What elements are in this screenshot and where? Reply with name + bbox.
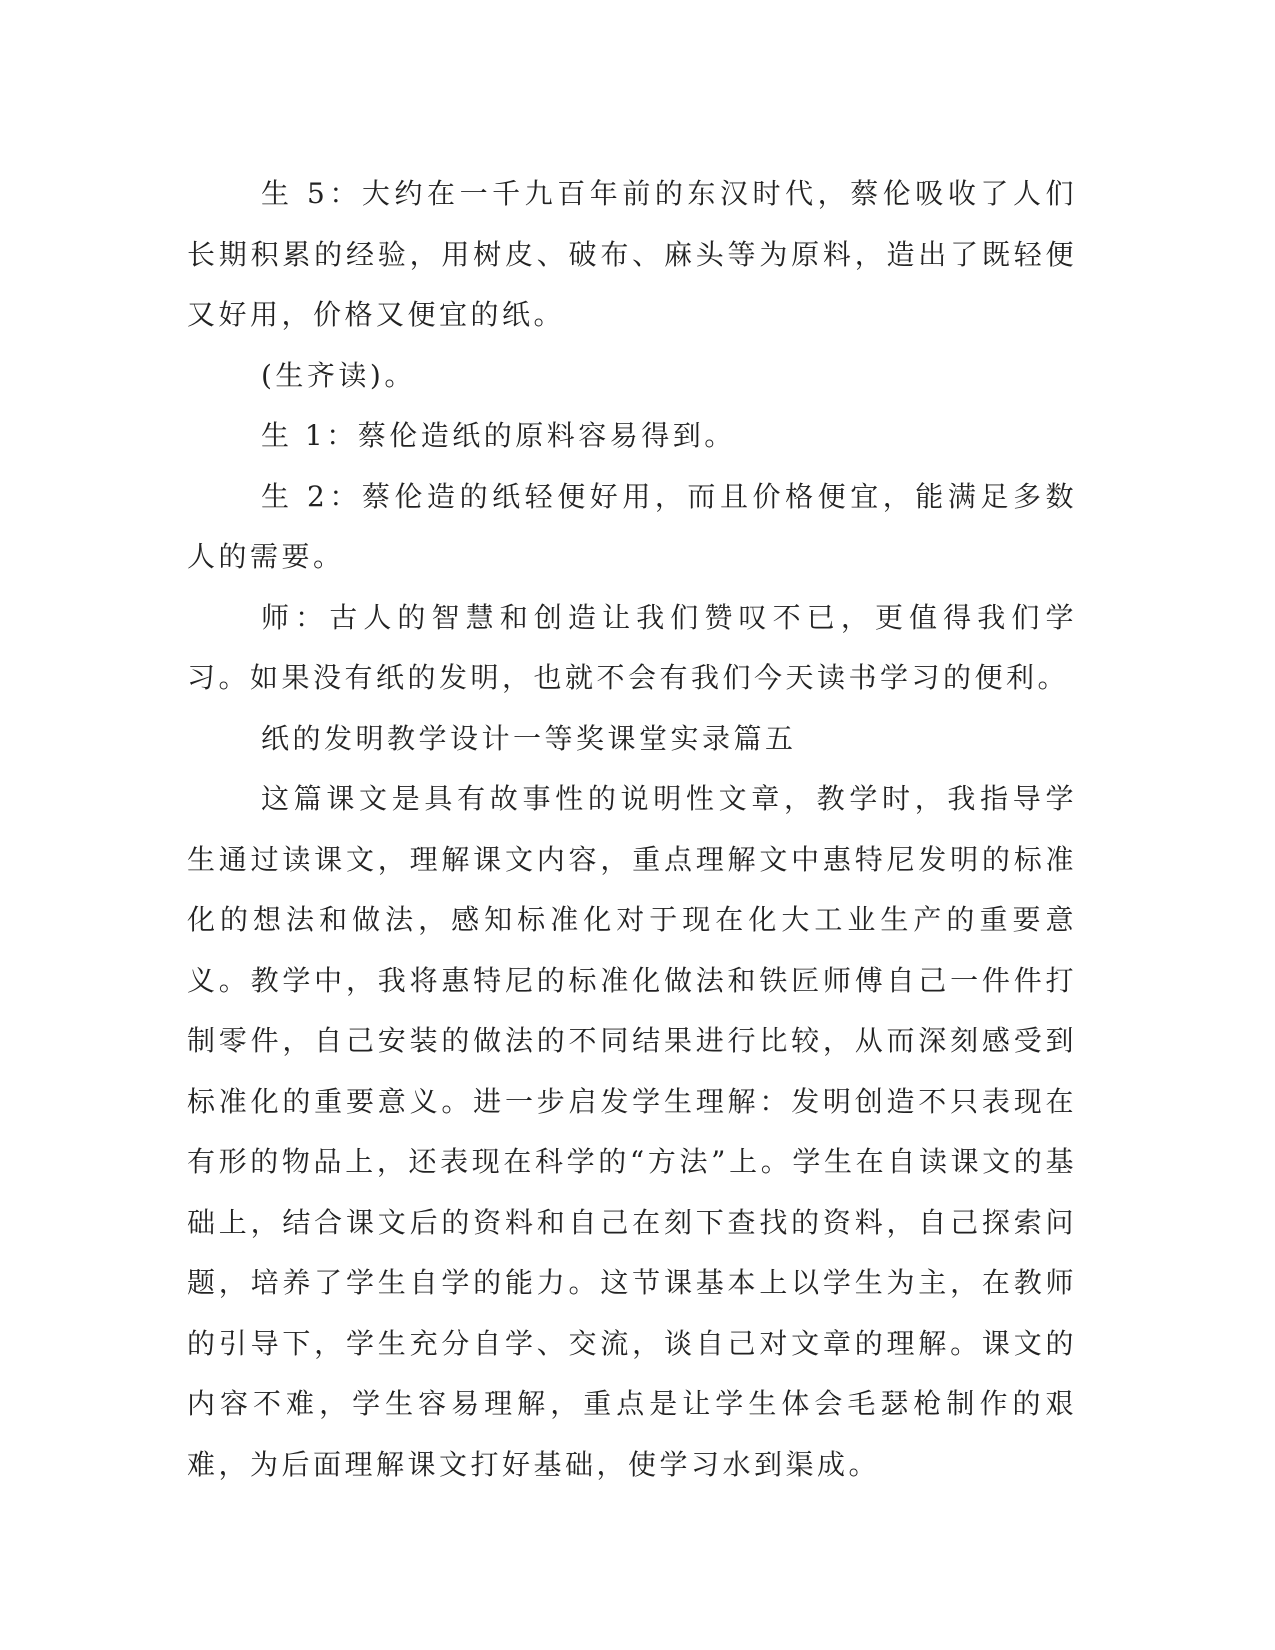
paragraph-student2: 生 2：蔡伦造的纸轻便好用，而且价格便宜，能满足多数人的需要。	[187, 479, 1077, 573]
paragraph-student5: 生 5：大约在一千九百年前的东汉时代，蔡伦吸收了人们长期积累的经验，用树皮、破布、麻头等为原料，造出了既轻便又好用，价格又便宜的纸。	[187, 177, 1077, 331]
paragraph-student1: 生 1：蔡伦造纸的原料容易得到。	[261, 419, 736, 452]
section-heading: 纸的发明教学设计一等奖课堂实录篇五	[261, 721, 797, 755]
paragraph-reflection: 这篇课文是具有故事性的说明性文章，教学时，我指导学生通过读课文，理解课文内容，重点理解文中惠特尼发明的标准化的想法和做法，感知标准化对于现在化大工业生产的重要意义。教学中，我将惠特尼的标准化做法和铁匠师傅自己一件件打制零件，自己安装的做法的不同结果进行比较，从而深刻感受到标准化的重要意义。进一步启发学生理解：发明创造不只表现在有形的物品上，还表现在科学的“方法”上。学生在自读课文的基础上，结合课文后的资料和自己在刻下查找的资料，自己探索问题，培养了学生自学的能力。这节课基本上以学生为主，在教师的引导下，学生充分自学、交流，谈自己对文章的理解。课文的内容不难，学生容易理解，重点是让学生体会毛瑟枪制作的艰难，为后面理解课文打好基础，使学习水到渠成。	[187, 782, 1077, 1481]
paragraph-chorus-read: (生齐读)。	[261, 358, 416, 392]
paragraph-teacher: 师：古人的智慧和创造让我们赞叹不已，更值得我们学习。如果没有纸的发明，也就不会有我们今天读书学习的便利。	[187, 600, 1077, 694]
document-body	[187, 164, 1077, 1495]
